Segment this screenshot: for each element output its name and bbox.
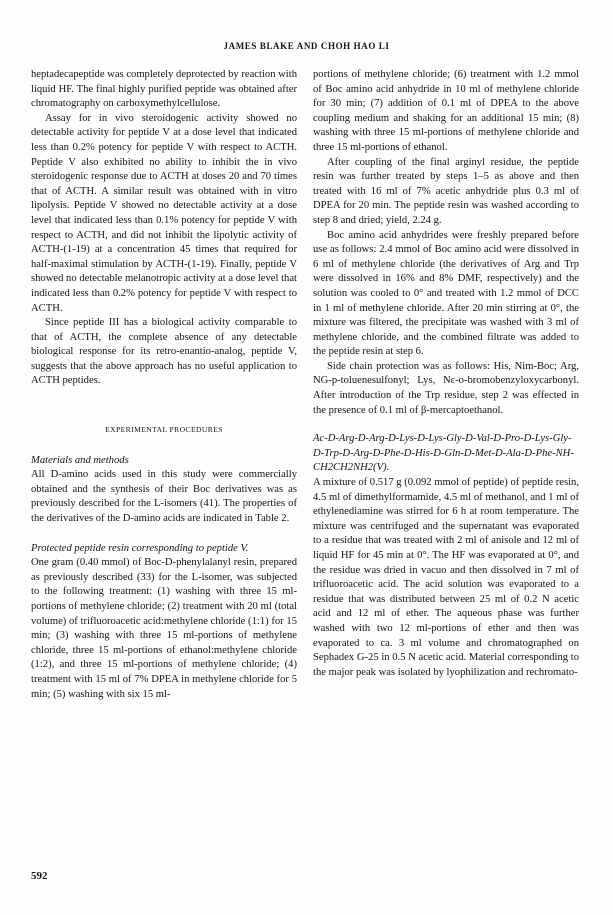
peptide-sequence-heading: Ac-D-Arg-D-Arg-D-Lys-D-Lys-Gly-D-Val-D-Pro-D-Lys-Gly-D-Trp-D-Arg-D-Phe-D-His-D-Gln-D-Met-D-Ala-D-Phe-NH-CH2CH2NH2(V). [313,433,574,474]
paragraph-wash-steps: portions of methylene chloride; (6) treatment with 1.2 mmol of Boc amino acid anhydride in 10 ml of methylene chloride for 30 min; (7) addition of 0.1 ml of DPEA to the above coupling medium and shaking for an additional 15 min; (8) washing with three 15 ml-portions of methylene chloride and three 15 ml-portions of ethanol. [313,69,579,153]
subheading-protected-resin: Protected peptide resin corresponding to peptide V. [31,542,249,554]
paragraph-steroidogenic-assay: Assay for in vivo steroidogenic activity showed no detectable activity for peptide V at a dose level that indicated less than 0.2% potency for peptide V with respect to ACTH. Peptide V also exhibited no ability to inhibit the in vivo steroidogenic response due to ACTH at doses 20 and 70 times that of ACTH. A similar result was obtained with in vitro lipolysis. Peptide V showed no detectable activity at a dose level that indicated less than 0.1% potency for peptide V with respect to ACTH, and did not inhibit the lipolytic activity of ACTH-(1-19) at a concentration 45 times that required for half-maximal stimulation by ACTH-(1-19). Finally, peptide V showed no detectable melanotropic activity at a dose level that indicated less than 0.2% potency for peptide V with respect to ACTH. [31,112,297,314]
paragraph-materials: All D-amino acids used in this study were commercially obtained and the synthesis of their Boc derivatives was as previously described for the L-isomers (41). The properties of the derivatives of the D-amino acids are indicated in Table 2. [31,469,297,525]
paragraph-protected-resin: One gram (0.40 mmol) of Boc-D-phenylalanyl resin, prepared as previously described (33) for the L-isomer, was subjected to the following treatment: (1) washing with three 15 ml-portions of methylene chloride; (2) treatment with 20 ml (total volume) of trifluoroacetic acid:methylene chloride (1:1) for 15 min; (3) washing with three 15 ml-portions of methylene chloride, three 15 ml-portions of ethanol:methylene chloride (1:2), and three 15 ml-portions of methylene chloride; (4) treatment with 15 ml of 7% DPEA in methylene chloride for 5 min; (5) washing with six 15 ml- [31,557,297,700]
paragraph-final-coupling: After coupling of the final arginyl residue, the peptide resin was further treated by steps 1–5 as above and then treated with 16 ml of 7% acetic anhydride plus 0.3 ml of DPEA for 20 min. The peptide resin was washed according to step 8 and dried; yield, 2.24 g. [313,156,579,226]
paragraph-cleavage-procedure: A mixture of 0.517 g (0.092 mmol of peptide) of peptide resin, 4.5 ml of dimethylformamide, 4.5 ml of methanol, and 1 ml of ethylenediamine was stirred for 6 h at room temperature. The mixture was centrifuged and the supernatant was evaporated to a residue that was treated with 2 ml of anisole and 12 ml of liquid HF for 45 min at 0°. The HF was evaporated at 0°, and the residue was dried in vacuo and then dissolved in 7 ml of trifluoroacetic acid. The acid solution was evaporated to a residue that was distributed between 25 ml of 0.2 N acetic acid and 12 ml of ether. The aqueous phase was further washed with two 12 ml-portions of ether and then was evaporated to ca. 3 ml volume and chromatographed on Sephadex G-25 in 0.5 N acetic acid. Material corresponding to the major peak was isolated by lyophilization and rechromato- [313,477,579,678]
left-column [31,68,297,702]
paragraph-continuation: heptadecapeptide was completely deprotected by reaction with liquid HF. The final highly purified peptide was obtained after chromatography on carboxymethylcellulose. [31,69,297,110]
right-column [313,68,579,680]
page-number: 592 [31,870,48,882]
paragraph-conclusion: Since peptide III has a biological activity comparable to that of ACTH, the complete absence of any detectable biological response for its retro-enantio-analog, peptide V, suggests that the above approach has no useful application to ACTH peptides. [31,317,297,387]
subheading-materials: Materials and methods [31,454,129,466]
running-header: JAMES BLAKE AND CHOH HAO LI [223,41,390,51]
section-title-experimental: EXPERIMENTAL PROCEDURES [105,425,223,435]
paragraph-anhydrides: Boc amino acid anhydrides were freshly prepared before use as follows: 2.4 mmol of Boc amino acid were dissolved in 6 ml of methylene chloride (the derivatives of Arg and Trp were dissolved in 16% and 8% DMF, respectively) and the solution was cooled to 0° and treated with 1.2 mmol of DCC in 1 ml of methylene chloride. After 20 min stirring at 0°, the mixture was filtered, the precipitate was washed with 3 ml of methylene chloride, and the combined filtrate was added to the peptide resin at step 6. [313,229,579,358]
paragraph-side-chain: Side chain protection was as follows: His, Nim-Boc; Arg, NG-p-toluenesulfonyl; Lys, Nε-o-bromobenzyloxycarbonyl. After introduction of the Trp residue, step 2 was effected in the presence of 0.1 ml of β-mercaptoethanol. [313,360,579,416]
